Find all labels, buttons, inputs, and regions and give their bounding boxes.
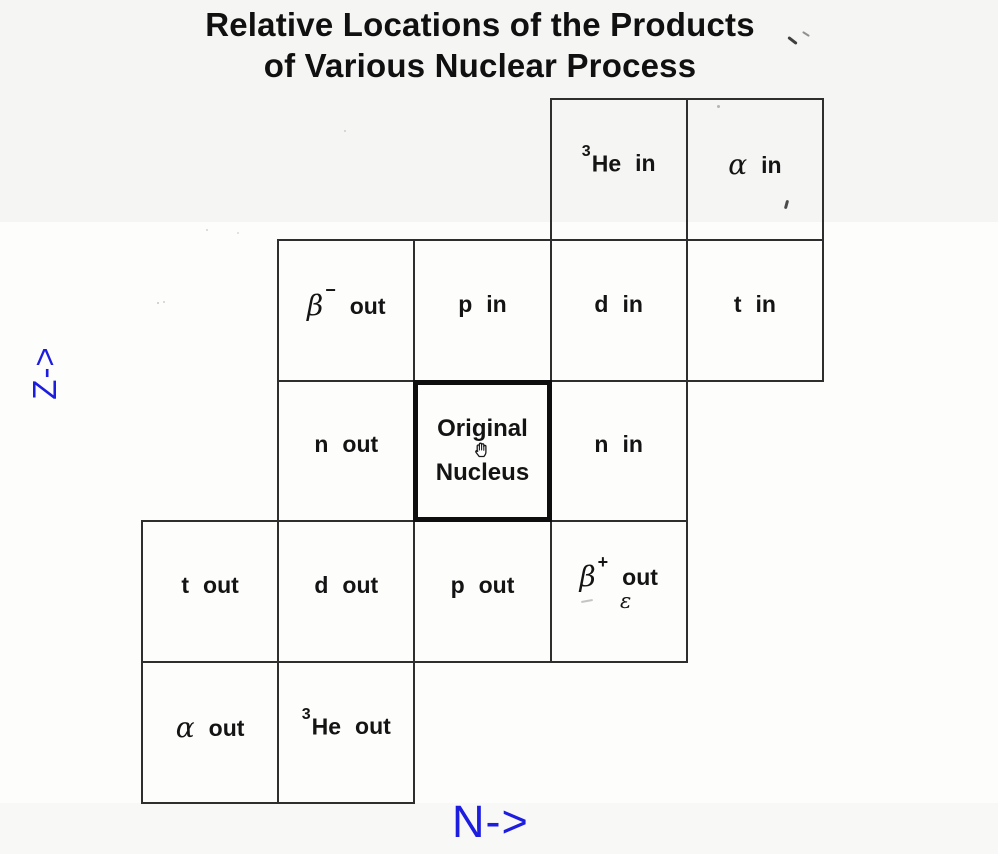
particle-symbol: He: [591, 150, 622, 177]
cell-label: [451, 572, 515, 599]
cell-n-out: [277, 380, 415, 523]
particle-symbol: t: [733, 290, 742, 317]
mass-number-superscript: 3: [301, 705, 311, 723]
cell-t-out: [141, 520, 279, 663]
cell-original-nucleus: [413, 380, 551, 523]
direction-word: out: [208, 715, 245, 742]
cell-label: [594, 291, 643, 318]
particle-symbol: n: [594, 431, 609, 458]
cell-d-out: [277, 520, 415, 663]
particle-symbol: t: [181, 572, 190, 599]
cell-he3-in: [550, 98, 688, 241]
greek-letter: α: [728, 147, 748, 181]
greek-letter: β: [579, 560, 596, 594]
cell-p-in: [413, 239, 551, 382]
mass-number-superscript: 3: [581, 142, 591, 160]
cell-label: [314, 572, 378, 599]
cell-label: [734, 291, 776, 318]
direction-word: in: [761, 151, 782, 178]
direction-word: out: [342, 431, 379, 458]
cell-d-in: [550, 239, 688, 382]
direction-word: out: [355, 713, 391, 740]
particle-symbol: d: [314, 572, 329, 599]
cell-label: [458, 291, 507, 318]
scan-artifact-dot-2: [344, 130, 346, 132]
cell-alpha-in: [686, 98, 824, 241]
title-line-1: Relative Locations of the Products: [205, 6, 755, 43]
title-line-2: of Various Nuclear Process: [263, 47, 697, 84]
scan-artifact-dot-3: [206, 229, 208, 231]
epsilon-label: ε: [620, 589, 632, 614]
cell-beta-plus-out: [550, 520, 688, 663]
particle-symbol: d: [594, 290, 609, 317]
cell-label: [307, 280, 386, 322]
direction-word: out: [342, 572, 379, 599]
direction-word: out: [622, 564, 658, 591]
particle-symbol: He: [311, 713, 342, 740]
direction-word: out: [349, 292, 386, 319]
scan-artifact-dot-1: [717, 105, 720, 108]
cell-label: [594, 431, 643, 458]
particle-symbol: n: [314, 431, 329, 458]
cell-n-in: [550, 380, 688, 523]
cell-label: [181, 572, 238, 599]
direction-word: out: [478, 572, 515, 599]
scan-artifact-dot-4: [157, 302, 159, 304]
cell-t-in: [686, 239, 824, 382]
original-nucleus-line1: Original: [437, 414, 528, 442]
direction-word: in: [755, 290, 776, 317]
z-axis-label: Z->: [26, 346, 63, 400]
cell-he3-out: [277, 661, 415, 804]
greek-letter: β: [307, 288, 324, 322]
cell-label: [579, 551, 658, 594]
particle-symbol: p: [450, 572, 465, 599]
cell-label: [728, 147, 781, 180]
direction-word: in: [622, 431, 643, 458]
original-nucleus-line2: Nucleus: [435, 458, 530, 486]
cell-label: [581, 142, 656, 178]
direction-word: in: [622, 290, 643, 317]
direction-word: in: [486, 290, 507, 317]
charge-superscript: −: [325, 280, 336, 301]
n-axis-label: N->: [452, 796, 529, 847]
cell-beta-minus-out: [277, 239, 415, 382]
charge-superscript: +: [597, 551, 609, 572]
greek-letter: α: [175, 711, 195, 745]
cell-label: [176, 710, 245, 743]
cell-label: [301, 705, 391, 741]
direction-word: out: [203, 572, 239, 599]
cell-alpha-out: [141, 661, 279, 804]
particle-symbol: p: [458, 290, 473, 317]
cell-p-out: [413, 520, 551, 663]
direction-word: in: [635, 150, 656, 177]
cell-label: [314, 431, 378, 458]
